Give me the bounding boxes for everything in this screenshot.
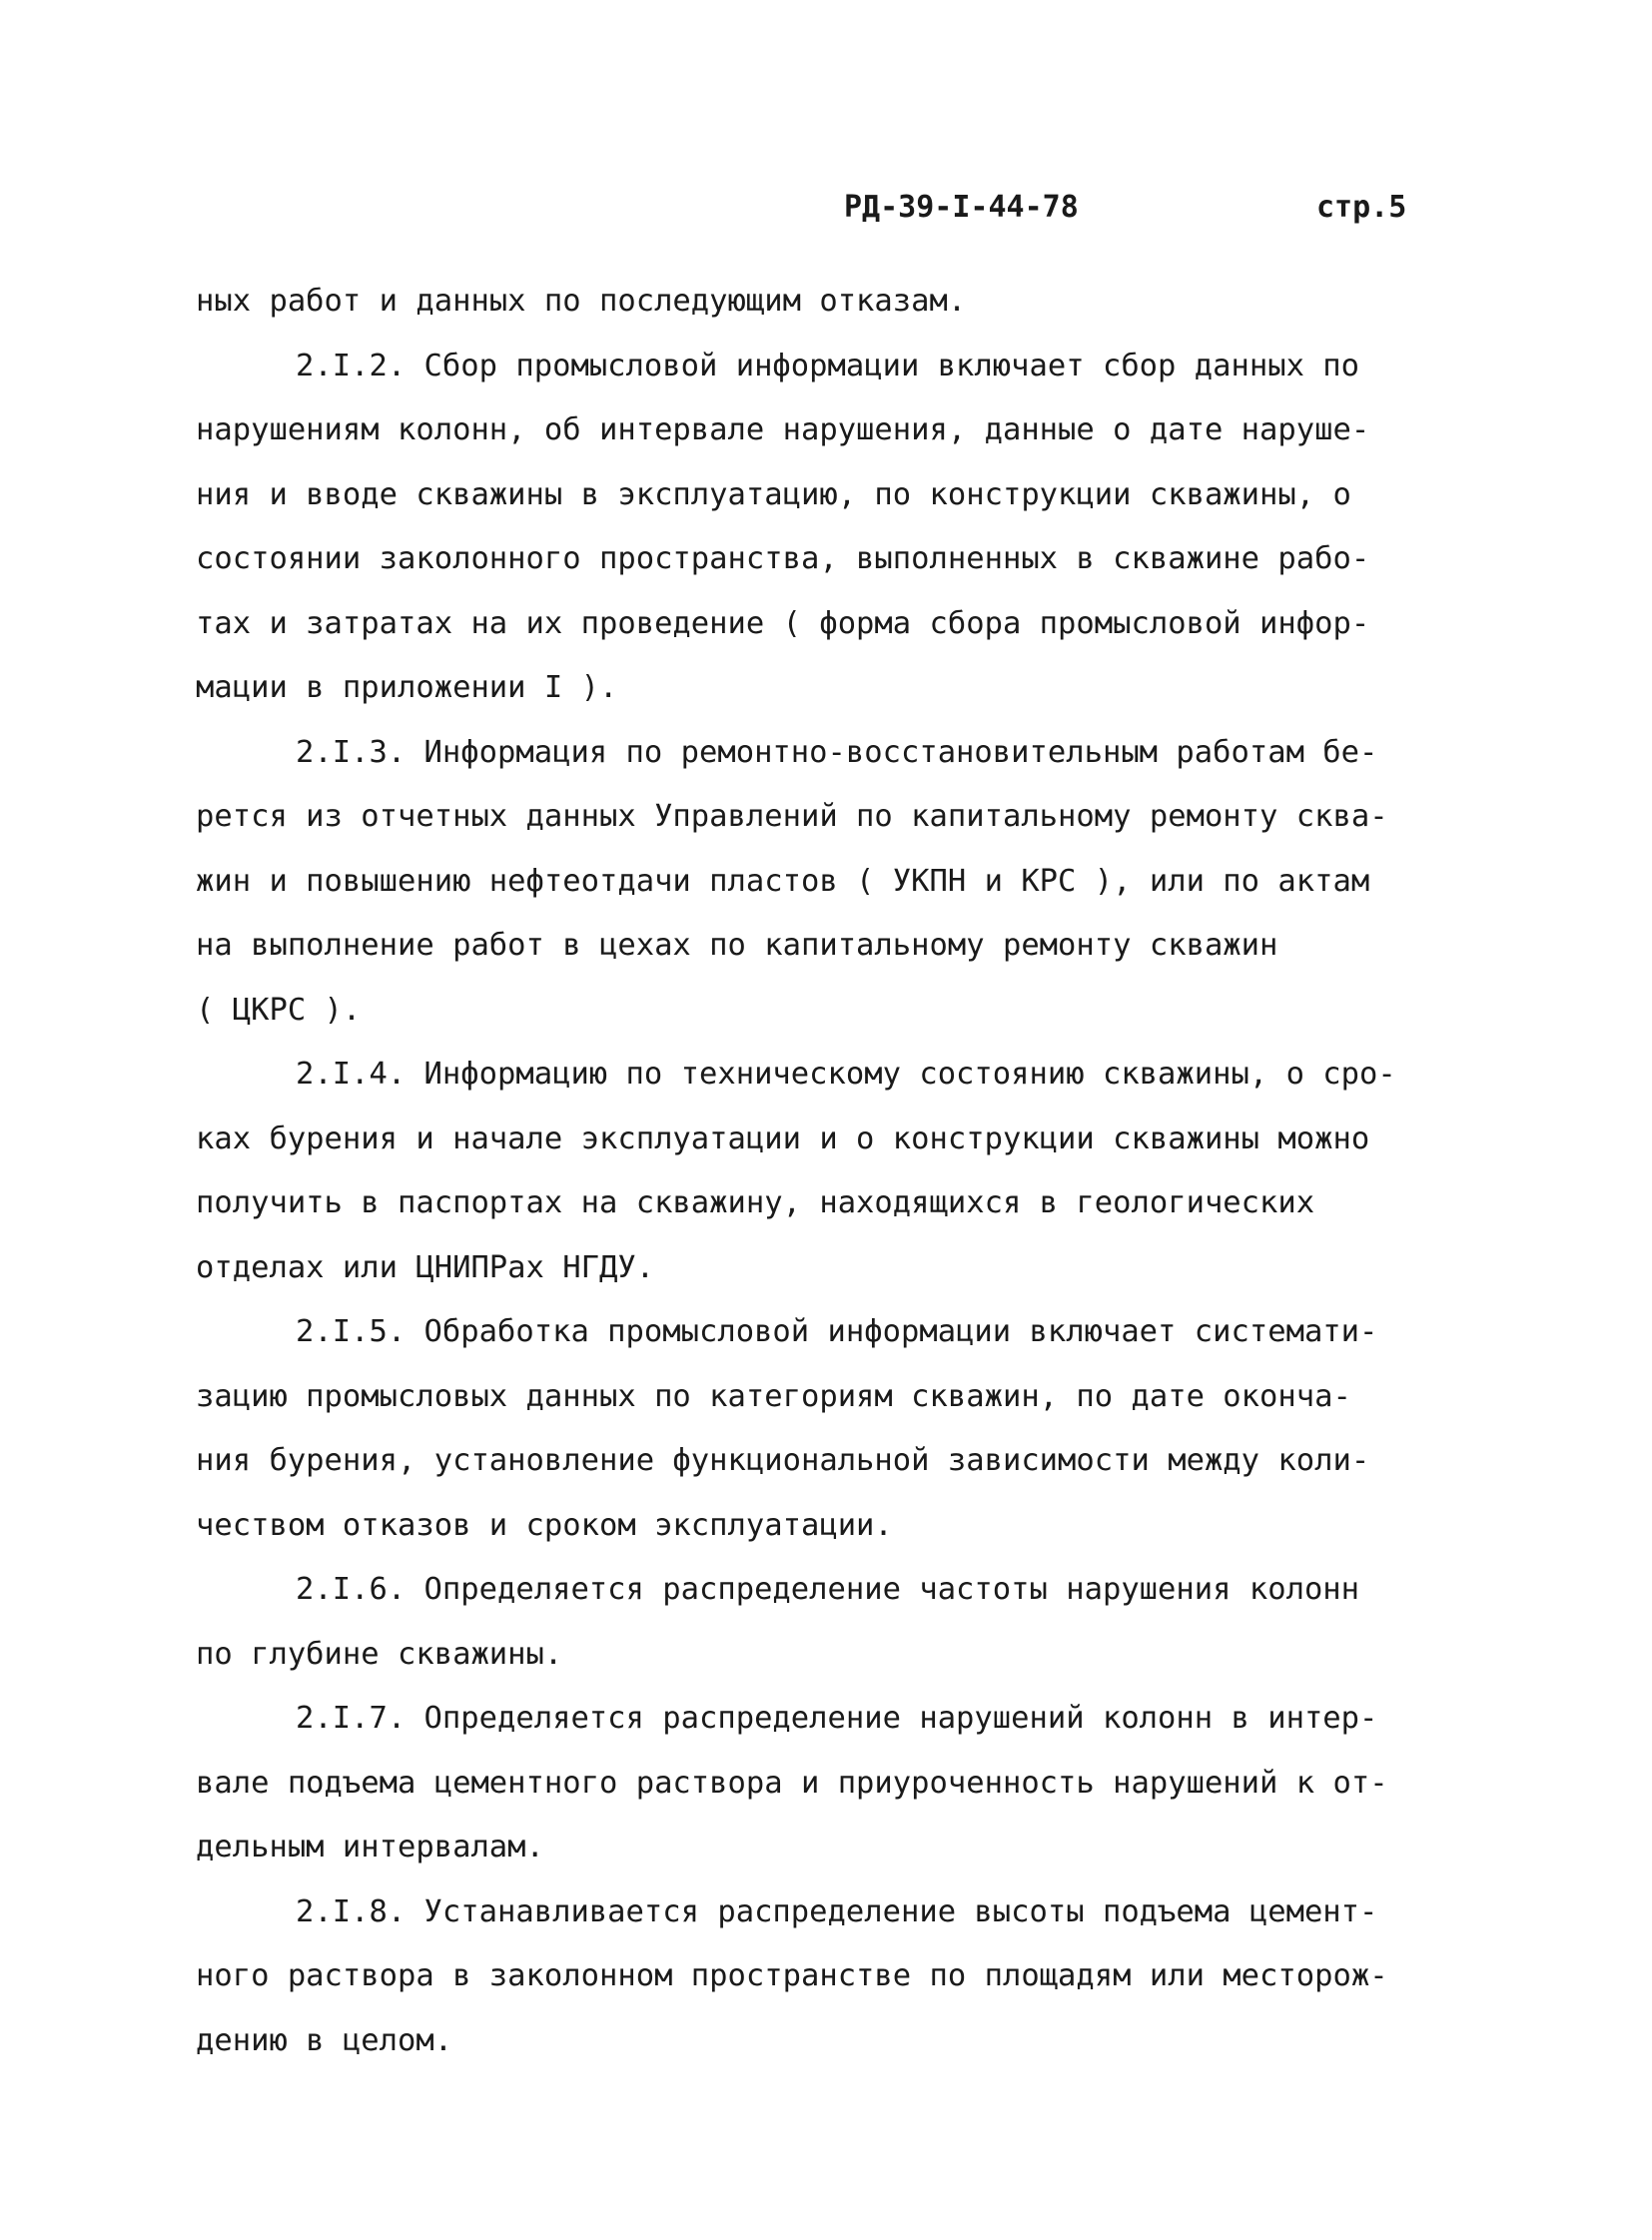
paragraph-2-1-2-line: 2.I.2. Сбор промысловой информации включает сбор данных по	[296, 348, 1360, 383]
text-line: ного раствора в заколонном пространстве по площадям или месторож-	[196, 1958, 1388, 1993]
text-line: мации в приложении I ).	[196, 670, 618, 705]
text-line: дельным интервалам.	[196, 1830, 544, 1865]
paragraph-2-1-6-line: 2.I.6. Определяется распределение частоты нарушения колонн	[296, 1572, 1360, 1607]
paragraph-2-1-4-line: 2.I.4. Информацию по техническому состоянию скважины, о сро-	[296, 1057, 1396, 1092]
text-line: получить в паспортах на скважину, находящихся в геологических	[196, 1185, 1315, 1220]
text-line: рется из отчетных данных Управлений по капитальному ремонту сква-	[196, 799, 1388, 834]
page-header	[0, 190, 1652, 230]
page-number: стр.5	[1316, 190, 1407, 225]
document-code: РД-39-I-44-78	[844, 190, 1079, 225]
text-line: вале подъема цементного раствора и приуроченность нарушений к от-	[196, 1765, 1388, 1801]
text-line: отделах или ЦНИПРах НГДУ.	[196, 1249, 655, 1285]
text-line: тах и затратах на их проведение ( форма сбора промысловой инфор-	[196, 605, 1370, 641]
text-line: ния бурения, установление функциональной зависимости между коли-	[196, 1443, 1370, 1478]
paragraph-2-1-8-line: 2.I.8. Устанавливается распределение высоты подъема цемент-	[296, 1893, 1378, 1929]
text-line: дению в целом.	[196, 2022, 453, 2058]
text-line: ных работ и данных по последующим отказам.	[196, 284, 967, 319]
text-line: состоянии заколонного пространства, выполненных в скважине рабо-	[196, 541, 1370, 576]
text-line: зацию промысловых данных по категориям скважин, по дате оконча-	[196, 1378, 1351, 1414]
text-line: нарушениям колонн, об интервале нарушения, данные о дате наруше-	[196, 412, 1370, 447]
body-text	[196, 270, 1484, 2073]
text-line: по глубине скважины.	[196, 1636, 563, 1672]
text-line: ( ЦКРС ).	[196, 992, 362, 1028]
paragraph-2-1-5-line: 2.I.5. Обработка промысловой информации включает системати-	[296, 1314, 1378, 1349]
text-line: на выполнение работ в цехах по капитальному ремонту скважин	[196, 928, 1278, 963]
paragraph-2-1-7-line: 2.I.7. Определяется распределение нарушений колонн в интер-	[296, 1701, 1378, 1736]
text-line: ках бурения и начале эксплуатации и о конструкции скважины можно	[196, 1120, 1370, 1156]
text-line: ния и вводе скважины в эксплуатацию, по конструкции скважины, о	[196, 476, 1351, 512]
text-line: жин и повышению нефтеотдачи пластов ( УКПН и КРС ), или по актам	[196, 863, 1370, 899]
paragraph-2-1-3-line: 2.I.3. Информация по ремонтно-восстановительным работам бе-	[296, 734, 1378, 770]
text-line: чеством отказов и сроком эксплуатации.	[196, 1507, 893, 1543]
